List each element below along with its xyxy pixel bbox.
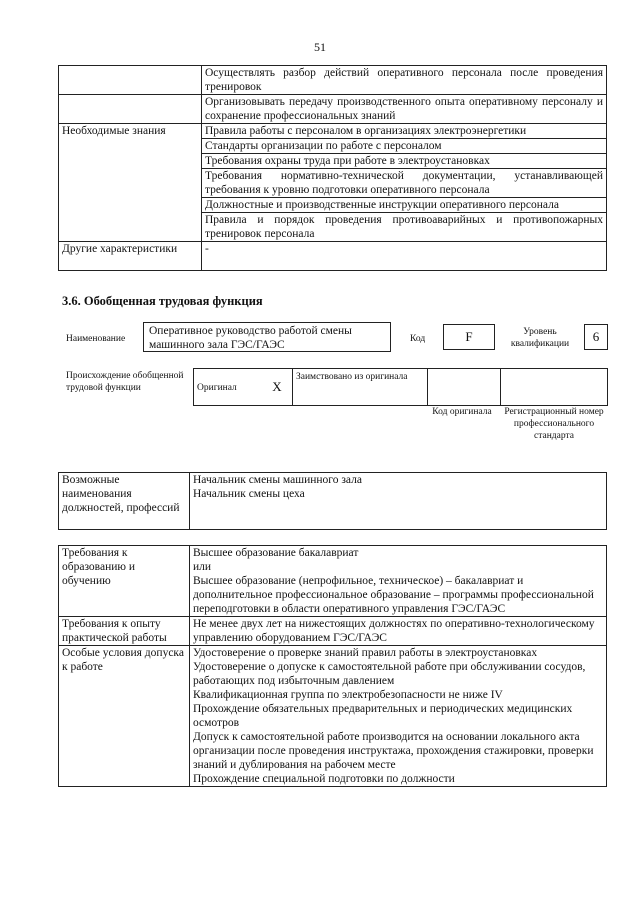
page-number: 51 — [314, 40, 326, 54]
list-item: Требования охраны труда при работе в электроустановках — [202, 154, 607, 169]
origin-table — [193, 368, 608, 406]
access-line: Прохождение обязательных предварительных и периодических медицинских осмотров — [193, 703, 573, 729]
list-item: Правила и порядок проведения противоаварийных и противопожарных тренировок персонала — [202, 213, 607, 242]
table-row — [59, 66, 607, 95]
table-row — [59, 546, 607, 617]
reg-number-cell — [501, 369, 608, 406]
list-item: Требования нормативно-технической документации, устанавливающей требования к уровню подготовки оперативного персонала — [202, 169, 607, 198]
original-label: Оригинал — [197, 383, 237, 393]
section-title: 3.6. Обобщенная трудовая функция — [62, 294, 263, 308]
code-original-cell — [428, 369, 501, 406]
list-item: Должностные и производственные инструкции оперативного персонала — [202, 198, 607, 213]
table-row — [59, 473, 607, 530]
access-line: Прохождение специальной подготовки по должности — [193, 773, 455, 785]
education-line: или — [193, 561, 212, 573]
code-value: F — [443, 324, 495, 350]
positions-table — [58, 472, 607, 530]
reg-number-caption: Регистрационный номер профессионального стандарта — [504, 407, 604, 441]
origin-label: Происхождение обобщенной трудовой функции — [66, 371, 184, 393]
position-item: Начальник смены машинного зала — [193, 474, 362, 486]
level-value: 6 — [584, 324, 608, 350]
row-label-other: Другие характеристики — [59, 242, 202, 271]
access-line: Допуск к самостоятельной работе производится на основании локального акта организации после проведения инструктажа, прохождения стажировки, проверки знаний и дублирования на рабочем месте — [193, 731, 594, 771]
table-row — [59, 242, 607, 271]
education-label: Требования к образованию и обучению — [59, 546, 190, 617]
row-label-knowledge: Необходимые знания — [59, 124, 202, 242]
list-item: - — [202, 242, 607, 271]
table-row — [59, 617, 607, 646]
positions-label: Возможные наименования должностей, профессий — [59, 473, 190, 530]
list-item: Организовывать передачу производственного опыта оперативному персоналу и сохранение профессиональных знаний — [202, 95, 607, 124]
original-mark: X — [262, 369, 293, 406]
access-line: Удостоверение о допуске к самостоятельной работе при обслуживании сосудов, работающих под избыточным давлением — [193, 661, 586, 687]
function-name-value: Оперативное руководство работой смены машинного зала ГЭС/ГАЭС — [143, 322, 391, 352]
code-label: Код — [410, 334, 426, 344]
table-row — [194, 369, 608, 406]
list-item: Осуществлять разбор действий оперативного персонала после проведения тренировок — [202, 66, 607, 95]
education-line: Высшее образование бакалавриат — [193, 547, 359, 559]
row-label — [59, 66, 202, 95]
access-line: Квалификационная группа по электробезопасности не ниже IV — [193, 689, 503, 701]
experience-label: Требования к опыту практической работы — [59, 617, 190, 646]
list-item: Стандарты организации по работе с персоналом — [202, 139, 607, 154]
competencies-table — [58, 65, 607, 271]
table-row — [59, 124, 607, 139]
level-label: Уровень квалификации — [510, 327, 570, 349]
experience-value: Не менее двух лет на нижестоящих должностях по оперативно-технологическому управлению оборудованием ГЭС/ГАЭС — [190, 617, 607, 646]
access-line: Удостоверение о проверке знаний правил работы в электроустановках — [193, 647, 538, 659]
code-original-caption: Код оригинала — [432, 407, 492, 417]
list-item: Правила работы с персоналом в организациях электроэнергетики — [202, 124, 607, 139]
requirements-table — [58, 545, 607, 787]
name-label: Наименование — [66, 334, 126, 344]
education-line: Высшее образование (непрофильное, техническое) – бакалавриат и дополнительное профессиональное образование – программы профессиональной переподготовки в области оперативного управления ГЭС/ГАЭС — [193, 575, 594, 615]
table-row — [59, 95, 607, 124]
access-label: Особые условия допуска к работе — [59, 646, 190, 787]
table-row — [59, 646, 607, 787]
position-item: Начальник смены цеха — [193, 488, 305, 500]
borrowed-label: Заимствовано из оригинала — [296, 372, 408, 382]
